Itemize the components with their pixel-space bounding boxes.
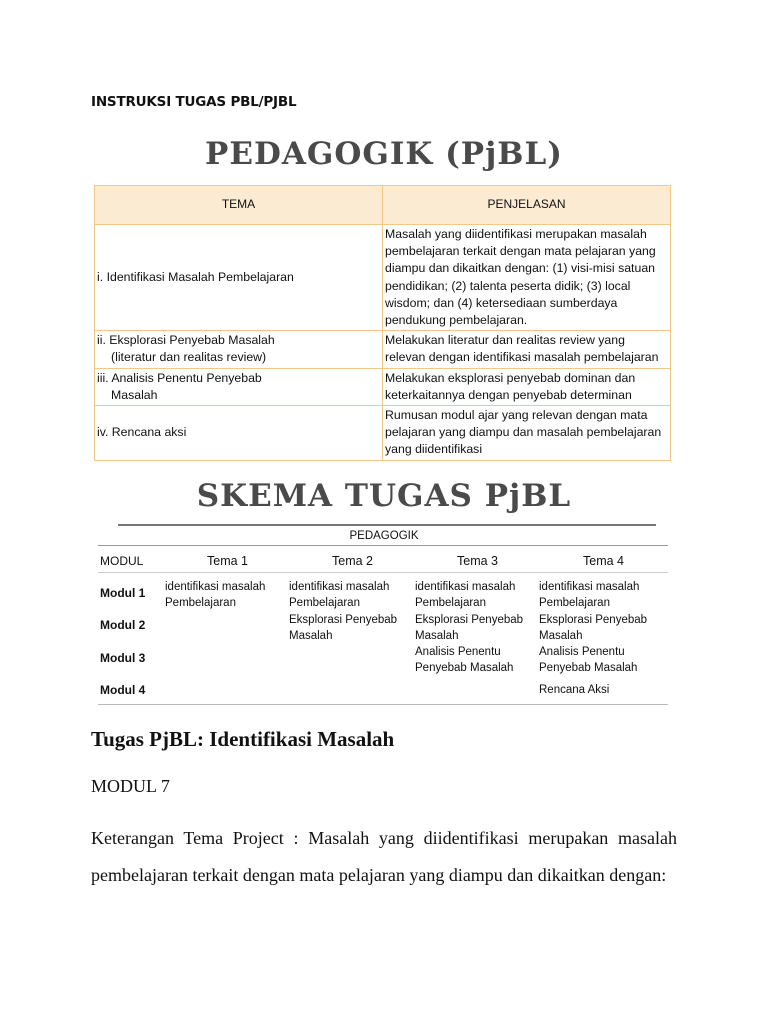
skema-cell: identifikasi masalah Pembelajaran xyxy=(539,581,640,609)
table-row xyxy=(95,225,671,331)
tema-text: ii. Eksplorasi Penyebab Masalah xyxy=(97,333,275,348)
tema-cell: i. Identifikasi Masalah Pembelajaran xyxy=(95,225,383,331)
penjelasan-cell: Melakukan eksplorasi penyebab dominan dan keterkaitannya dengan penyebab determinan xyxy=(383,368,671,405)
skema-cell: Analisis Penentu Penyebab Masalah xyxy=(415,646,514,674)
skema-cell: identifikasi masalah Pembelajaran xyxy=(165,581,266,609)
skema-tema-header: Tema 2 xyxy=(332,554,373,568)
tema-text: iii. Analisis Penentu Penyebab xyxy=(97,370,262,385)
skema-modul-label: Modul 2 xyxy=(100,618,146,632)
tugas-title: Tugas PjBL: Identifikasi Masalah xyxy=(91,727,395,751)
tema-cell: iv. Rencana aksi xyxy=(95,406,383,461)
skema-top-rule xyxy=(118,524,656,526)
skema-cell: Eksplorasi Penyebab Masalah xyxy=(539,614,648,642)
skema-cell: Analisis Penentu Penyebab Masalah xyxy=(539,646,638,674)
modul-label: MODUL 7 xyxy=(91,776,170,796)
table-row xyxy=(95,331,671,368)
penjelasan-cell: Rumusan modul ajar yang relevan dengan mata pelajaran yang diampu dan masalah pembelajaran yang diidentifikasi xyxy=(383,406,671,461)
skema-bottom-rule xyxy=(98,704,668,705)
tema-subtext: (literatur dan realitas review) xyxy=(111,350,267,365)
tema-penjelasan-table xyxy=(94,185,671,461)
skema-tema-header: Tema 3 xyxy=(457,554,498,568)
skema-divider xyxy=(98,572,668,573)
skema-tema-header: Tema 4 xyxy=(583,554,624,568)
penjelasan-cell: Melakukan literatur dan realitas review yang relevan dengan identifikasi masalah pembelajaran xyxy=(383,331,671,368)
skema-cell: identifikasi masalah Pembelajaran xyxy=(415,581,516,609)
tema-cell xyxy=(95,331,383,368)
skema-title: SKEMA TUGAS PjBL xyxy=(196,478,572,514)
skema-header-rule xyxy=(98,545,668,546)
skema-cell: Eksplorasi Penyebab Masalah xyxy=(289,614,398,642)
skema-modul-label: Modul 1 xyxy=(100,586,146,600)
skema-tema-header: Tema 1 xyxy=(207,554,248,568)
table-row xyxy=(95,368,671,405)
skema-cell: Rencana Aksi xyxy=(539,684,610,696)
skema-pedagogik-label: PEDAGOGIK xyxy=(349,530,419,542)
table-header-penjelasan: PENJELASAN xyxy=(383,186,671,225)
keterangan-paragraph: Keterangan Tema Project : Masalah yang diidentifikasi merupakan masalah pembelajaran terkait dengan mata pelajaran yang diampu dan dikaitkan dengan: xyxy=(91,828,677,885)
skema-modul-header: MODUL xyxy=(100,554,144,568)
skema-cell: Eksplorasi Penyebab Masalah xyxy=(415,614,524,642)
penjelasan-cell: Masalah yang diidentifikasi merupakan masalah pembelajaran terkait dengan mata pelajaran yang diampu dan dikaitkan dengan: (1) visi-misi satuan pendidikan; (2) talenta peserta didik; (3) local wisdom; dan (4) ketersediaan sumberdaya pendukung pembelajaran. xyxy=(383,225,671,331)
skema-modul-label: Modul 4 xyxy=(100,683,146,697)
table-header-tema: TEMA xyxy=(95,186,383,225)
document-heading: INSTRUKSI TUGAS PBL/PJBL xyxy=(91,94,297,110)
skema-modul-label: Modul 3 xyxy=(100,651,146,665)
tema-cell xyxy=(95,368,383,405)
pedagogik-title: PEDAGOGIK (PjBL) xyxy=(205,136,563,172)
tema-subtext: Masalah xyxy=(111,387,158,402)
skema-cell: identifikasi masalah Pembelajaran xyxy=(289,581,390,609)
table-row xyxy=(95,406,671,461)
